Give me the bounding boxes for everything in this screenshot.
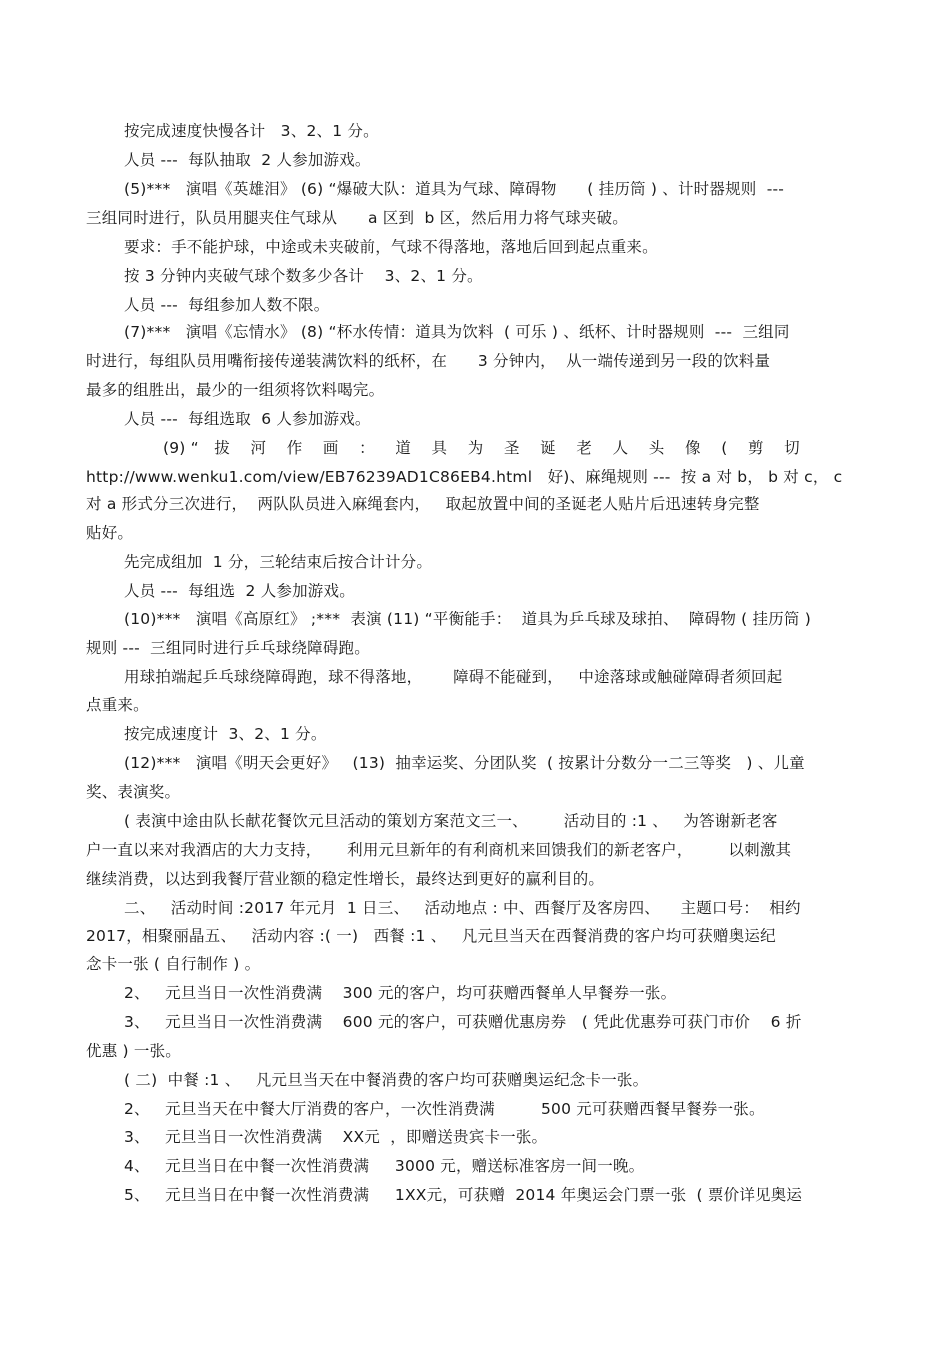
text-line: 规则 --- 三组同时进行乒乓球绕障碍跑。	[86, 639, 370, 657]
text-line: 继续消费，以达到我餐厅营业额的稳定性增长，最终达到更好的赢利目的。	[86, 870, 605, 888]
text-line: 人员 --- 每组参加人数不限。	[124, 296, 330, 314]
text-line: 2、 元旦当日一次性消费满 300 元的客户，均可获赠西餐单人早餐券一张。	[124, 984, 677, 1002]
text-line: 户一直以来对我酒店的大力支持， 利用元旦新年的有利商机来回馈我们的新老客户， 以刺激其	[86, 841, 792, 859]
text-line: 要求：手不能护球，中途或未夹破前，气球不得落地，落地后回到起点重来。	[124, 238, 658, 256]
text-line: (7)*** 演唱《忘情水》 (8) “杯水传情：道具为饮料 ( 可乐 ) 、纸杯、计时器规则 --- 三组同	[124, 323, 790, 341]
text-line: 点重来。	[86, 696, 149, 714]
text-line: 二、 活动时间 :2017 年元月 1 日三、 活动地点 : 中、西餐厅及客房四、 主题口号： 相约	[124, 899, 801, 917]
text-line: 人员 --- 每队抽取 2 人参加游戏。	[124, 151, 371, 169]
text-line: 按 3 分钟内夹破气球个数多少各计 3、2、1 分。	[124, 267, 483, 285]
text-line: 最多的组胜出，最少的一组须将饮料喝完。	[86, 381, 385, 399]
text-line: 2017，相聚丽晶五、 活动内容 :( 一) 西餐 :1 、 凡元旦当天在西餐消费的客户均可获赠奥运纪	[86, 927, 776, 945]
text-line: 对 a 形式分三次进行， 两队队员进入麻绳套内， 取起放置中间的圣诞老人贴片后迅速转身完整	[86, 495, 760, 513]
text-line: (12)*** 演唱《明天会更好》 (13) 抽幸运奖、分团队奖 ( 按累计分数分一二三等奖 ) 、儿童	[124, 754, 805, 772]
text-line: 奖、表演奖。	[86, 783, 181, 801]
text-line: 2、 元旦当天在中餐大厅消费的客户，一次性消费满 500 元可获赠西餐早餐券一张。	[124, 1100, 765, 1118]
text-line: 念卡一张 ( 自行制作 ) 。	[86, 955, 261, 973]
text-line: 先完成组加 1 分，三轮结束后按合计计分。	[124, 553, 433, 571]
text-line: 4、 元旦当日在中餐一次性消费满 3000 元，赠送标准客房一间一晚。	[124, 1157, 645, 1175]
text-line: (5)*** 演唱《英雄泪》 (6) “爆破大队：道具为气球、障碍物 ( 挂历筒 ) 、计时器规则 ---	[124, 180, 785, 198]
text-line: 人员 --- 每组选取 6 人参加游戏。	[124, 410, 371, 428]
text-line: 贴好。	[86, 524, 134, 542]
text-line: 优惠 ) 一张。	[86, 1042, 182, 1060]
text-line: ( 二) 中餐 :1 、 凡元旦当天在中餐消费的客户均可获赠奥运纪念卡一张。	[124, 1071, 649, 1089]
text-line: 5、 元旦当日在中餐一次性消费满 1XX元，可获赠 2014 年奥运会门票一张 ( 票价详见奥运	[124, 1186, 803, 1204]
text-line: 用球拍端起乒乓球绕障碍跑，球不得落地， 障碍不能碰到， 中途落球或触碰障碍者须回起	[124, 668, 783, 686]
text-line: 时进行，每组队员用嘴衔接传递装满饮料的纸杯，在 3 分钟内， 从一端传递到另一段的饮料量	[86, 352, 771, 370]
text-line: (9) “ 拔 河 作 画 ： 道 具 为 圣 诞 老 人 头 像 ( 剪 切	[163, 439, 800, 457]
text-line: 人员 --- 每组选 2 人参加游戏。	[124, 582, 355, 600]
text-line: 3、 元旦当日一次性消费满 XX元 ，即赠送贵宾卡一张。	[124, 1128, 548, 1146]
text-line: 按完成速度计 3、2、1 分。	[124, 725, 327, 743]
text-line: http://www.wenku1.com/view/EB76239AD1C86EB4.html 好)、麻绳规则 --- 按 a 对 b， b 对 c， c	[86, 468, 843, 486]
text-line: 按完成速度快慢各计 3、2、1 分。	[124, 122, 379, 140]
text-line: (10)*** 演唱《高原红》 ;*** 表演 (11) “平衡能手： 道具为乒乓球及球拍、 障碍物 ( 挂历筒 )	[124, 610, 811, 628]
text-line: 三组同时进行，队员用腿夹住气球从 a 区到 b 区，然后用力将气球夹破。	[86, 209, 629, 227]
text-line: ( 表演中途由队长献花餐饮元旦活动的策划方案范文三一、 活动目的 :1 、 为答谢新老客	[124, 812, 778, 830]
text-line: 3、 元旦当日一次性消费满 600 元的客户，可获赠优惠房券 ( 凭此优惠券可获门市价 6 折	[124, 1013, 802, 1031]
